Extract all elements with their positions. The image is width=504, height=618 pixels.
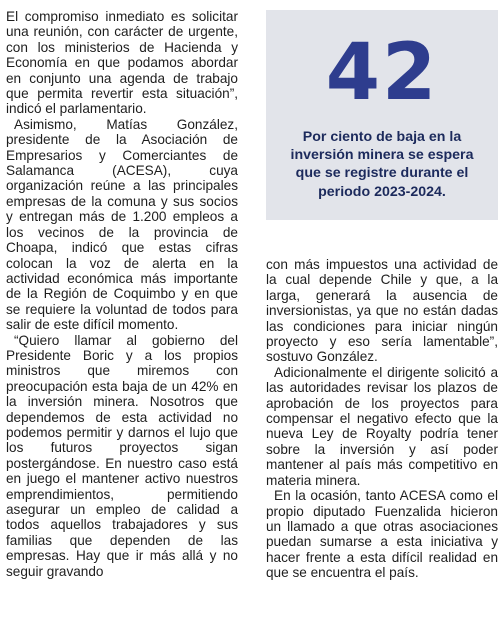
paragraph-en-la-ocasion: En la ocasión, tanto ACESA como el propio diputado Fuenzalida hicieron un llamado a que otras asociaciones puedan sumarse a esta iniciativa y hacer frente a esta difícil realidad en que se encuentra el país. xyxy=(266,488,498,581)
paragraph-quote-boric: “Quiero llamar al gobierno del Presidente Boric y a los propios ministros que miremos con preocupación esta baja de un 42% en la inversión minera. Nosotros que dependemos de esta actividad no podemos permitir y darnos el lujo que los futuros proyectos sigan postergándose. En nuestro caso está en juego el mantener activo nuestros emprendimientos, permitiendo asegurar un empleo de calidad a todos aquellos trabajadores y sus familias que dependen de las empresas. Hay que ir más allá y no seguir gravando xyxy=(6,332,238,579)
statistic-caption: Por ciento de baja en la inversión minera se espera que se registre durante el periodo 2023-2024. xyxy=(290,129,474,200)
statistic-number: 42 xyxy=(325,28,439,118)
paragraph-compromiso: El compromiso inmediato es solicitar una reunión, con carácter de urgente, con los ministerios de Hacienda y Economía en que podamos abordar en conjunto una agenda de trabajo que permita revertir esta situación”, indicó el parlamentario. xyxy=(6,9,238,117)
article-right-column xyxy=(266,257,498,581)
paragraph-continuation: con más impuestos una actividad de la cual depende Chile y que, a la larga, generará la ausencia de inversionistas, ya que no están dadas las condiciones para iniciar ningún proyecto y eso sería lamentable”, sostuvo González. xyxy=(266,257,498,365)
statistic-highlight-box xyxy=(266,10,498,220)
article-left-column xyxy=(6,9,238,579)
paragraph-asimismo: Asimismo, Matías González, presidente de la Asociación de Empresarios y Comerciantes de Salamanca (ACESA), cuya organización reúne a las principales empresas de la comuna y sus socios y entregan más de 1.200 empleos a los vecinos de la provincia de Choapa, indicó que estas cifras colocan la voz de alerta en la actividad económica más importante de la Región de Coquimbo y en que se requiere la voluntad de todos para salir de este difícil momento. xyxy=(6,116,238,333)
paragraph-adicionalmente: Adicionalmente el dirigente solicitó a las autoridades revisar los plazos de aprobación de los proyectos para compensar el negativo efecto que la nueva Ley de Royalty podría tener sobre la inversión y así poder mantener al país más competitivo en materia minera. xyxy=(266,364,498,488)
